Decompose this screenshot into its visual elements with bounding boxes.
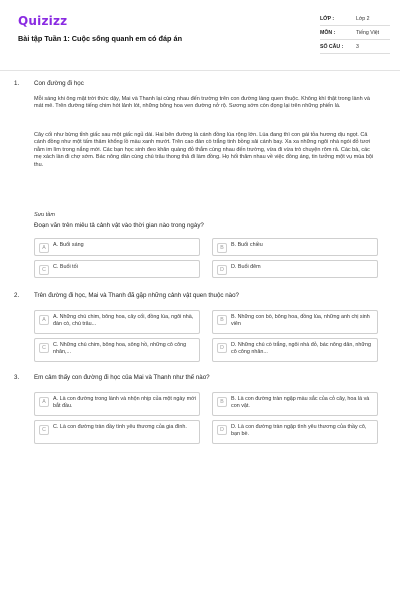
option-letter-badge: A <box>39 397 49 407</box>
option-letter-badge: A <box>39 315 49 325</box>
option-text: A. Là con đường trong lành và nhộn nhịp của một ngày mới bắt đầu. <box>53 396 196 409</box>
info-row-subject <box>320 28 390 42</box>
answer-option-d[interactable] <box>212 338 378 362</box>
option-letter-badge: D <box>217 343 227 353</box>
answer-option-b[interactable] <box>212 392 378 416</box>
header-divider <box>0 70 400 71</box>
question-text: Trên đường đi học, Mai và Thanh đã gặp những cảnh vật quen thuộc nào? <box>34 292 239 299</box>
option-text: D. Buổi đêm <box>231 264 261 270</box>
info-row-grade <box>320 14 390 28</box>
info-value: Lớp 2 <box>356 16 370 22</box>
option-letter-badge: C <box>39 343 49 353</box>
info-value: 3 <box>356 44 359 50</box>
option-text: C. Buổi tối <box>53 264 78 270</box>
option-letter-badge: B <box>217 397 227 407</box>
option-text: C. Là con đường tràn đầy tình yêu thương của gia đình. <box>53 424 187 430</box>
option-letter-badge: B <box>217 243 227 253</box>
answer-option-b[interactable] <box>212 238 378 256</box>
info-row-count <box>320 42 390 56</box>
option-letter-badge: B <box>217 315 227 325</box>
info-divider <box>320 53 390 54</box>
info-label: LỚP : <box>320 16 335 22</box>
option-letter-badge: C <box>39 265 49 275</box>
answer-option-c[interactable] <box>34 260 200 278</box>
option-text: B. Buổi chiều <box>231 242 263 248</box>
answer-option-a[interactable] <box>34 310 200 334</box>
info-value: Tiếng Việt <box>356 30 380 36</box>
option-letter-badge: A <box>39 243 49 253</box>
info-label: SỐ CÂU : <box>320 44 344 50</box>
option-text: B. Những con bò, bông hoa, đồng lúa, những anh chị sinh viên <box>231 314 370 327</box>
option-letter-badge: C <box>39 425 49 435</box>
question-text: Con đường đi học <box>34 80 84 87</box>
option-text: C. Những chú chim, bông hoa, sông hồ, những cô công nhân,... <box>53 342 187 355</box>
question-number: 1. <box>14 80 20 87</box>
answer-option-a[interactable] <box>34 392 200 416</box>
info-divider <box>320 25 390 26</box>
option-text: A. Những chú chim, bông hoa, cây cối, đồng lúa, ngôi nhà, đàn cò, chú trâu... <box>53 314 194 327</box>
worksheet-header <box>0 0 400 70</box>
option-text: B. Là con đường tràn ngập màu sắc của cỏ cây, hoa lá và con vật. <box>231 396 370 409</box>
info-divider <box>320 39 390 40</box>
info-label: MÔN : <box>320 30 336 36</box>
passage-source: Sưu tầm <box>34 212 55 218</box>
answer-option-c[interactable] <box>34 338 200 362</box>
option-letter-badge: D <box>217 425 227 435</box>
option-text: D. Những chú cò trắng, ngôi nhà đỏ, bác nông dân, những cô công nhân... <box>231 342 371 355</box>
question-text: Em cảm thấy con đường đi học của Mai và Thanh như thế nào? <box>34 374 210 381</box>
answer-option-c[interactable] <box>34 420 200 444</box>
answer-option-d[interactable] <box>212 420 378 444</box>
quizizz-logo: Quizizz <box>18 14 68 28</box>
option-text: D. Là con đường tràn ngập tình yêu thương của thầy cô, bạn bè. <box>231 424 367 437</box>
sub-question-text: Đoạn văn trên miêu tả cảnh vật vào thời gian nào trong ngày? <box>34 222 204 229</box>
question-number: 2. <box>14 292 20 299</box>
worksheet-title: Bài tập Tuần 1: Cuộc sống quanh em có đáp án <box>18 34 183 43</box>
answer-option-b[interactable] <box>212 310 378 334</box>
answer-option-a[interactable] <box>34 238 200 256</box>
passage-paragraph-1: Mỗi sáng khi ông mặt trời thức dậy, Mai và Thanh lại cùng nhau đến trường trên con đường làng quen thuộc. Không khí thật trong lành và mát mẻ. Trên đường tiếng chim hót lảnh lót, những bông hoa ven đường nở rộ. Sương sớm còn đọng lại trên những phiến lá. <box>34 96 370 110</box>
option-letter-badge: D <box>217 265 227 275</box>
worksheet-info <box>320 14 390 56</box>
answer-option-d[interactable] <box>212 260 378 278</box>
question-number: 3. <box>14 374 20 381</box>
passage-paragraph-2: Cây cối như bừng tỉnh giấc sau một giấc ngủ dài. Hai bên đường là cánh đồng lúa rộng lớn. Lúa đang thì con gái tỏa hương dịu ngọt. Cả cánh đồng như một tấm thảm khổng lồ màu xanh mướt. Trên cao đàn cò trắng tinh bồng sải cánh bay. Xa xa những ngôi nhà ngói đỏ tươi nằm im lìm trong nắng mới. Các bạn học sinh đeo khăn quàng đỏ thắm cùng nhau đến trường, vừa đi vừa trò chuyện rôm rả. Các bà, các mẹ xách làn đi chợ sớm. Bác nông dân cùng chú trâu thong thả đi làm đồng. Họ hối thăm nhau về việc đồng áng, tin tưởng một vụ mùa bội thu. <box>34 132 374 168</box>
option-text: A. Buổi sáng <box>53 242 84 248</box>
